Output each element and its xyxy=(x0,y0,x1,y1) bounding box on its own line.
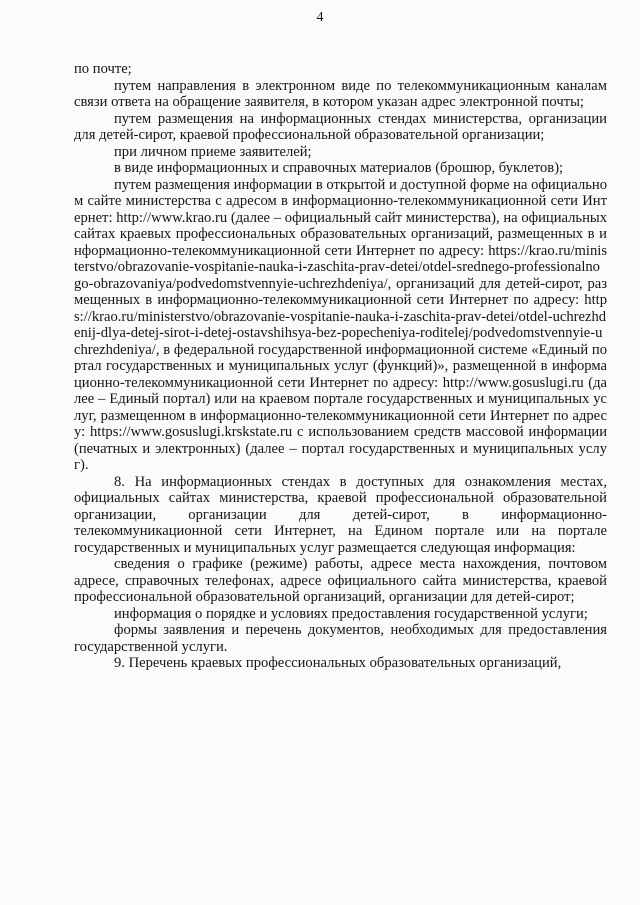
paragraph-electronic-reply: путем направления в электронном виде по телекоммуникационным каналам связи ответа на обращение заявителя, в котором указан адрес электронной почты; xyxy=(74,77,607,110)
paragraph-reference-materials: в виде информационных и справочных материалов (брошюр, буклетов); xyxy=(114,160,564,176)
paragraph-personal-reception: при личном приеме заявителей; xyxy=(114,143,312,160)
paragraph-schedule-info: сведения о графике (режиме) работы, адресе места нахождения, почтовом адресе, справочных телефонах, адресе официального сайта министерства, краевой профессиональной образовательной организаций, организации для детей-сирот; xyxy=(74,556,607,605)
paragraph-info-stands: путем размещения на информационных стендах министерства, организации для детей-сирот, краевой профессиональной образовательной организации; xyxy=(74,110,607,143)
paragraph-continuation: по почте; xyxy=(74,61,132,77)
document-body xyxy=(74,61,607,672)
page-number: 4 xyxy=(316,10,324,25)
paragraph-item-9: 9. Перечень краевых профессиональных образовательных организаций, xyxy=(114,655,562,671)
paragraph-item-8: 8. На информационных стендах в доступных для ознакомления местах, официальных сайтах министерства, краевой профессиональной образовательной организации, организации для детей-сирот, в информационно-телекоммуникационной сети Интернет, на Едином портале или на портале государственных и муниципальных услуг размещается следующая информация: xyxy=(74,473,607,556)
paragraph-application-forms: формы заявления и перечень документов, необходимых для предоставления государственной услуги. xyxy=(74,622,607,655)
paragraph-procedure-info: информация о порядке и условиях предоставления государственной услуги; xyxy=(114,605,588,622)
paragraph-official-websites: путем размещения информации в открытой и доступной форме на официальном сайте министерства с адресом в информационно-телекоммуникационной сети Интернет: http://www.krao.ru (далее – официальный сайт министерства), на официальных сайтах краевых профессиональных образовательных организаций, размещенных в информационно-телекоммуникационной сети Интернет по адресу: https://krao.ru/ministerstvo/obrazovanie-vospitanie-nauka-i-zaschita-prav-detei/otdel-srednego-professionalnogo-obrazovaniya/podvedomstvennyie-uchrezhdeniya/, организаций для детей-сирот, размещенных в информационно-телекоммуникационной сети Интернет по адресу: https://krao.ru/ministerstvo/obrazovanie-vospitanie-nauka-i-zaschita-prav-detei/otdel-uchrezhdenij-dlya-detej-sirot-i-detej-ostavshihsya-bez-popecheniya-roditelej/podvedomstvennyie-uchrezhdeniya/, в федеральной государственной информационной системе «Единый портал государственных и муниципальных услуг (функций)», размещенной в информационно-телекоммуникационной сети Интернет по адресу: http://www.gosuslugi.ru (далее – Единый портал) или на краевом портале государственных и муниципальных услуг, размещенном в информационно-телекоммуникационной сети Интернет по адресу: https://www.gosuslugi.krskstate.ru с использованием средств массовой информации (печатных и электронных) (далее – портал государственных и муниципальных услуг). xyxy=(74,176,607,473)
